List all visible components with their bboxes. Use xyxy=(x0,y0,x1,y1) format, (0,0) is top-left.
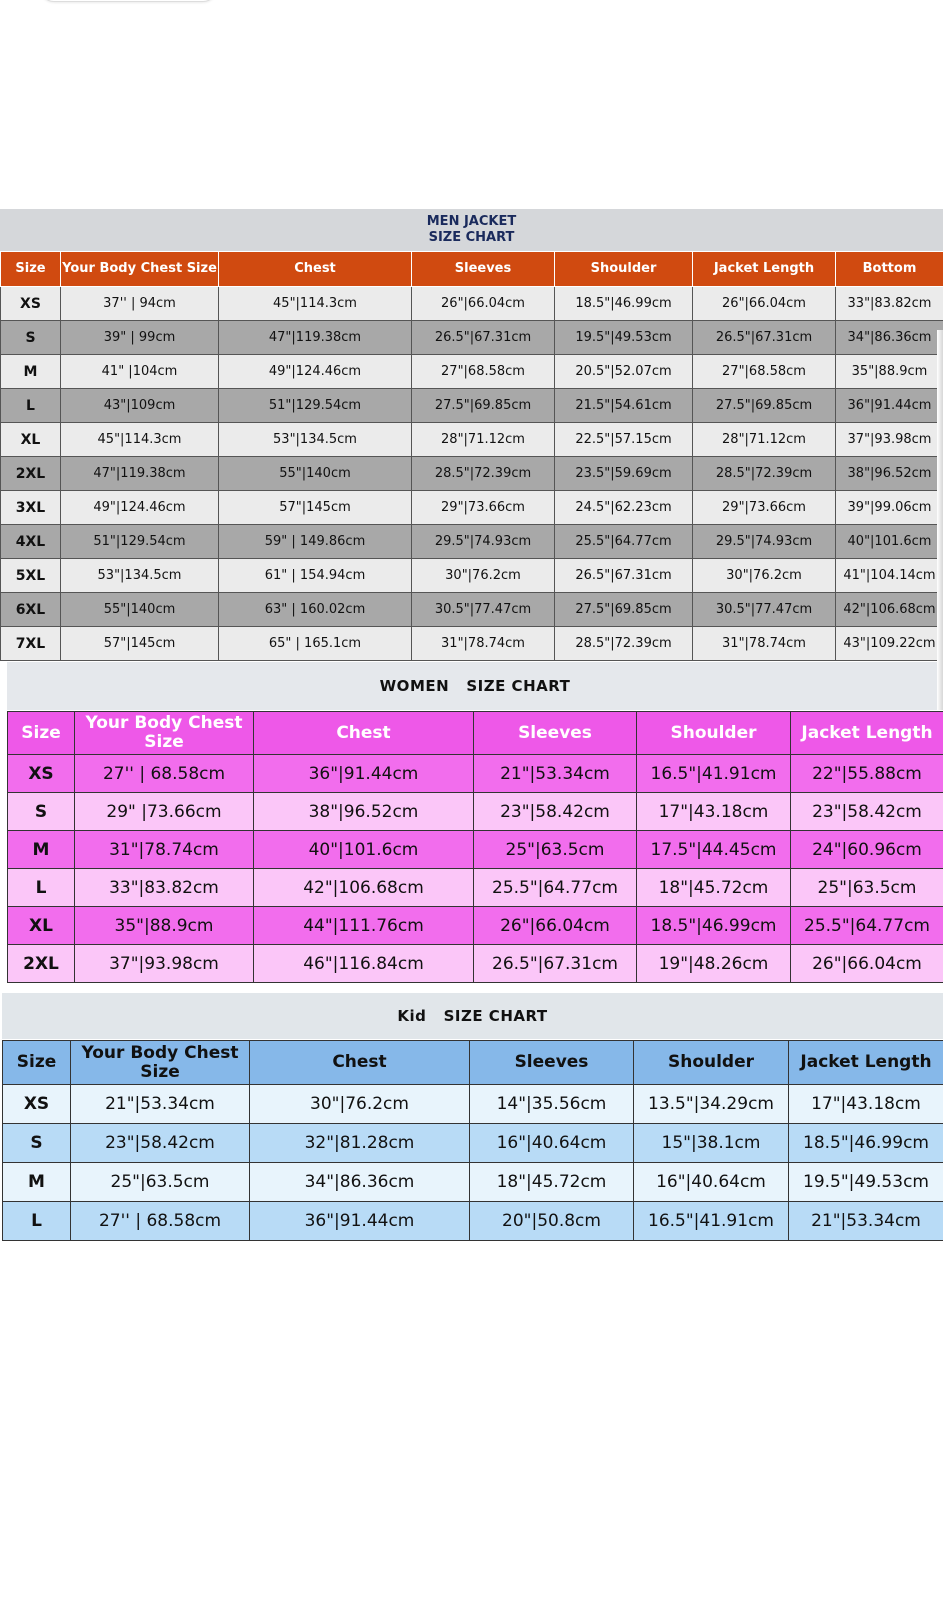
top-tab-edge xyxy=(40,0,217,2)
men-header-cell: Size xyxy=(1,252,61,287)
table-row xyxy=(3,1202,943,1241)
size-label: 6XL xyxy=(1,593,61,627)
table-cell: 47"|119.38cm xyxy=(219,321,412,355)
table-cell: 28"|71.12cm xyxy=(693,423,836,457)
men-size-table xyxy=(0,251,943,661)
women-chart-title: WOMEN SIZE CHART xyxy=(7,662,943,710)
table-cell: 31"|78.74cm xyxy=(412,627,555,661)
size-label: S xyxy=(8,793,75,831)
women-header-cell: Shoulder xyxy=(637,712,791,755)
table-cell: 23"|58.42cm xyxy=(791,793,943,831)
table-cell: 26.5"|67.31cm xyxy=(474,945,637,983)
table-cell: 27"|68.58cm xyxy=(412,355,555,389)
table-cell: 26.5"|67.31cm xyxy=(555,559,693,593)
table-cell: 27.5"|69.85cm xyxy=(693,389,836,423)
table-cell: 38"|96.52cm xyxy=(254,793,474,831)
table-row xyxy=(1,423,943,457)
women-header-cell: Your Body Chest Size xyxy=(75,712,254,755)
table-cell: 53"|134.5cm xyxy=(61,559,219,593)
table-cell: 33"|83.82cm xyxy=(75,869,254,907)
table-cell: 26.5"|67.31cm xyxy=(412,321,555,355)
table-cell: 17.5"|44.45cm xyxy=(637,831,791,869)
table-cell: 27.5"|69.85cm xyxy=(412,389,555,423)
table-cell: 42"|106.68cm xyxy=(836,593,943,627)
table-cell: 17"|43.18cm xyxy=(637,793,791,831)
table-row xyxy=(1,525,943,559)
table-cell: 18"|45.72cm xyxy=(470,1163,634,1202)
table-cell: 37"|93.98cm xyxy=(836,423,943,457)
table-cell: 30"|76.2cm xyxy=(693,559,836,593)
table-cell: 29"|73.66cm xyxy=(693,491,836,525)
table-row xyxy=(8,869,943,907)
table-cell: 45"|114.3cm xyxy=(61,423,219,457)
table-cell: 15"|38.1cm xyxy=(634,1124,789,1163)
table-cell: 26"|66.04cm xyxy=(791,945,943,983)
table-cell: 25.5"|64.77cm xyxy=(555,525,693,559)
women-header-cell: Chest xyxy=(254,712,474,755)
table-cell: 24.5"|62.23cm xyxy=(555,491,693,525)
table-cell: 38"|96.52cm xyxy=(836,457,943,491)
table-cell: 30.5"|77.47cm xyxy=(412,593,555,627)
men-header-cell: Jacket Length xyxy=(693,252,836,287)
kid-header-row xyxy=(3,1041,943,1085)
size-label: L xyxy=(8,869,75,907)
men-header-cell: Sleeves xyxy=(412,252,555,287)
size-label: M xyxy=(8,831,75,869)
table-cell: 29"|73.66cm xyxy=(412,491,555,525)
table-cell: 31"|78.74cm xyxy=(693,627,836,661)
size-label: 7XL xyxy=(1,627,61,661)
table-cell: 28.5"|72.39cm xyxy=(412,457,555,491)
kid-header-cell: Shoulder xyxy=(634,1041,789,1085)
men-title-line2: SIZE CHART xyxy=(428,230,515,245)
table-row xyxy=(8,945,943,983)
table-cell: 14"|35.56cm xyxy=(470,1085,634,1124)
size-label: XL xyxy=(1,423,61,457)
table-cell: 27'' | 68.58cm xyxy=(75,755,254,793)
table-cell: 26"|66.04cm xyxy=(412,287,555,321)
table-cell: 27'' | 68.58cm xyxy=(71,1202,250,1241)
table-cell: 21.5"|54.61cm xyxy=(555,389,693,423)
kid-header-cell: Your Body Chest Size xyxy=(71,1041,250,1085)
men-header-row xyxy=(1,252,943,287)
size-label: S xyxy=(1,321,61,355)
size-label: L xyxy=(3,1202,71,1241)
table-cell: 41"|104.14cm xyxy=(836,559,943,593)
size-label: XS xyxy=(3,1085,71,1124)
table-cell: 21"|53.34cm xyxy=(474,755,637,793)
men-title-line1: MEN JACKET xyxy=(426,214,517,229)
table-row xyxy=(3,1163,943,1202)
table-row xyxy=(8,793,943,831)
table-cell: 25"|63.5cm xyxy=(791,869,943,907)
table-cell: 55"|140cm xyxy=(219,457,412,491)
kid-header-cell: Jacket Length xyxy=(789,1041,943,1085)
table-cell: 34"|86.36cm xyxy=(250,1163,470,1202)
size-label: S xyxy=(3,1124,71,1163)
table-cell: 18.5"|46.99cm xyxy=(555,287,693,321)
table-cell: 24"|60.96cm xyxy=(791,831,943,869)
table-cell: 39"|99.06cm xyxy=(836,491,943,525)
size-label: 5XL xyxy=(1,559,61,593)
table-cell: 40"|101.6cm xyxy=(254,831,474,869)
table-cell: 32"|81.28cm xyxy=(250,1124,470,1163)
women-size-table xyxy=(7,711,943,983)
table-row xyxy=(1,593,943,627)
kid-size-table xyxy=(2,1040,943,1241)
men-header-cell: Your Body Chest Size xyxy=(61,252,219,287)
table-cell: 42"|106.68cm xyxy=(254,869,474,907)
table-cell: 35"|88.9cm xyxy=(836,355,943,389)
men-header-cell: Chest xyxy=(219,252,412,287)
table-cell: 25"|63.5cm xyxy=(71,1163,250,1202)
table-cell: 25.5"|64.77cm xyxy=(474,869,637,907)
table-cell: 43"|109.22cm xyxy=(836,627,943,661)
table-cell: 21"|53.34cm xyxy=(789,1202,943,1241)
table-cell: 59" | 149.86cm xyxy=(219,525,412,559)
table-cell: 61" | 154.94cm xyxy=(219,559,412,593)
table-cell: 34"|86.36cm xyxy=(836,321,943,355)
table-cell: 30.5"|77.47cm xyxy=(693,593,836,627)
table-cell: 21"|53.34cm xyxy=(71,1085,250,1124)
table-cell: 19.5"|49.53cm xyxy=(555,321,693,355)
men-header-cell: Bottom xyxy=(836,252,943,287)
table-cell: 57"|145cm xyxy=(61,627,219,661)
table-cell: 36"|91.44cm xyxy=(254,755,474,793)
table-row xyxy=(3,1124,943,1163)
size-label: 2XL xyxy=(1,457,61,491)
table-cell: 65" | 165.1cm xyxy=(219,627,412,661)
table-cell: 57"|145cm xyxy=(219,491,412,525)
table-cell: 26"|66.04cm xyxy=(474,907,637,945)
women-header-cell: Size xyxy=(8,712,75,755)
women-header-cell: Sleeves xyxy=(474,712,637,755)
table-cell: 16.5"|41.91cm xyxy=(637,755,791,793)
table-cell: 17"|43.18cm xyxy=(789,1085,943,1124)
table-cell: 29.5"|74.93cm xyxy=(412,525,555,559)
table-cell: 26.5"|67.31cm xyxy=(693,321,836,355)
women-header-row xyxy=(8,712,943,755)
table-row xyxy=(8,907,943,945)
table-cell: 53"|134.5cm xyxy=(219,423,412,457)
table-cell: 22.5"|57.15cm xyxy=(555,423,693,457)
table-cell: 27"|68.58cm xyxy=(693,355,836,389)
table-cell: 31"|78.74cm xyxy=(75,831,254,869)
table-cell: 29.5"|74.93cm xyxy=(693,525,836,559)
table-cell: 51"|129.54cm xyxy=(61,525,219,559)
women-header-cell: Jacket Length xyxy=(791,712,943,755)
men-header-cell: Shoulder xyxy=(555,252,693,287)
table-row xyxy=(1,287,943,321)
table-row xyxy=(1,457,943,491)
table-row xyxy=(8,755,943,793)
kid-header-cell: Size xyxy=(3,1041,71,1085)
kid-header-cell: Sleeves xyxy=(470,1041,634,1085)
table-cell: 36"|91.44cm xyxy=(836,389,943,423)
table-cell: 19"|48.26cm xyxy=(637,945,791,983)
table-cell: 27.5"|69.85cm xyxy=(555,593,693,627)
table-cell: 23"|58.42cm xyxy=(474,793,637,831)
table-row xyxy=(1,491,943,525)
table-row xyxy=(3,1085,943,1124)
table-row xyxy=(1,627,943,661)
table-cell: 30"|76.2cm xyxy=(412,559,555,593)
table-cell: 46"|116.84cm xyxy=(254,945,474,983)
size-label: 4XL xyxy=(1,525,61,559)
table-cell: 25"|63.5cm xyxy=(474,831,637,869)
table-cell: 44"|111.76cm xyxy=(254,907,474,945)
table-cell: 16"|40.64cm xyxy=(634,1163,789,1202)
table-cell: 18"|45.72cm xyxy=(637,869,791,907)
size-label: 2XL xyxy=(8,945,75,983)
table-cell: 28.5"|72.39cm xyxy=(555,627,693,661)
table-cell: 45"|114.3cm xyxy=(219,287,412,321)
table-cell: 33"|83.82cm xyxy=(836,287,943,321)
table-cell: 51"|129.54cm xyxy=(219,389,412,423)
table-cell: 36"|91.44cm xyxy=(250,1202,470,1241)
size-label: XS xyxy=(1,287,61,321)
table-cell: 25.5"|64.77cm xyxy=(791,907,943,945)
size-label: M xyxy=(1,355,61,389)
table-cell: 35"|88.9cm xyxy=(75,907,254,945)
table-cell: 29" |73.66cm xyxy=(75,793,254,831)
table-cell: 39" | 99cm xyxy=(61,321,219,355)
table-cell: 37'' | 94cm xyxy=(61,287,219,321)
men-chart-title xyxy=(0,209,943,251)
table-cell: 41" |104cm xyxy=(61,355,219,389)
size-label: 3XL xyxy=(1,491,61,525)
table-cell: 18.5"|46.99cm xyxy=(637,907,791,945)
table-cell: 23.5"|59.69cm xyxy=(555,457,693,491)
table-row xyxy=(1,389,943,423)
size-label: XS xyxy=(8,755,75,793)
table-cell: 16.5"|41.91cm xyxy=(634,1202,789,1241)
table-row xyxy=(1,321,943,355)
table-cell: 40"|101.6cm xyxy=(836,525,943,559)
table-cell: 16"|40.64cm xyxy=(470,1124,634,1163)
table-cell: 26"|66.04cm xyxy=(693,287,836,321)
table-cell: 30"|76.2cm xyxy=(250,1085,470,1124)
table-cell: 55"|140cm xyxy=(61,593,219,627)
size-label: XL xyxy=(8,907,75,945)
table-cell: 20.5"|52.07cm xyxy=(555,355,693,389)
table-cell: 23"|58.42cm xyxy=(71,1124,250,1163)
table-cell: 47"|119.38cm xyxy=(61,457,219,491)
table-cell: 13.5"|34.29cm xyxy=(634,1085,789,1124)
table-row xyxy=(1,559,943,593)
table-cell: 49"|124.46cm xyxy=(61,491,219,525)
kid-chart-title: Kid SIZE CHART xyxy=(2,993,943,1039)
table-cell: 19.5"|49.53cm xyxy=(789,1163,943,1202)
table-row xyxy=(1,355,943,389)
table-cell: 63" | 160.02cm xyxy=(219,593,412,627)
size-label: L xyxy=(1,389,61,423)
table-cell: 22"|55.88cm xyxy=(791,755,943,793)
table-cell: 37"|93.98cm xyxy=(75,945,254,983)
table-row xyxy=(8,831,943,869)
size-label: M xyxy=(3,1163,71,1202)
table-cell: 49"|124.46cm xyxy=(219,355,412,389)
kid-header-cell: Chest xyxy=(250,1041,470,1085)
table-cell: 28.5"|72.39cm xyxy=(693,457,836,491)
table-cell: 28"|71.12cm xyxy=(412,423,555,457)
table-cell: 20"|50.8cm xyxy=(470,1202,634,1241)
scroll-edge-shadow xyxy=(937,330,943,710)
table-cell: 18.5"|46.99cm xyxy=(789,1124,943,1163)
table-cell: 43"|109cm xyxy=(61,389,219,423)
